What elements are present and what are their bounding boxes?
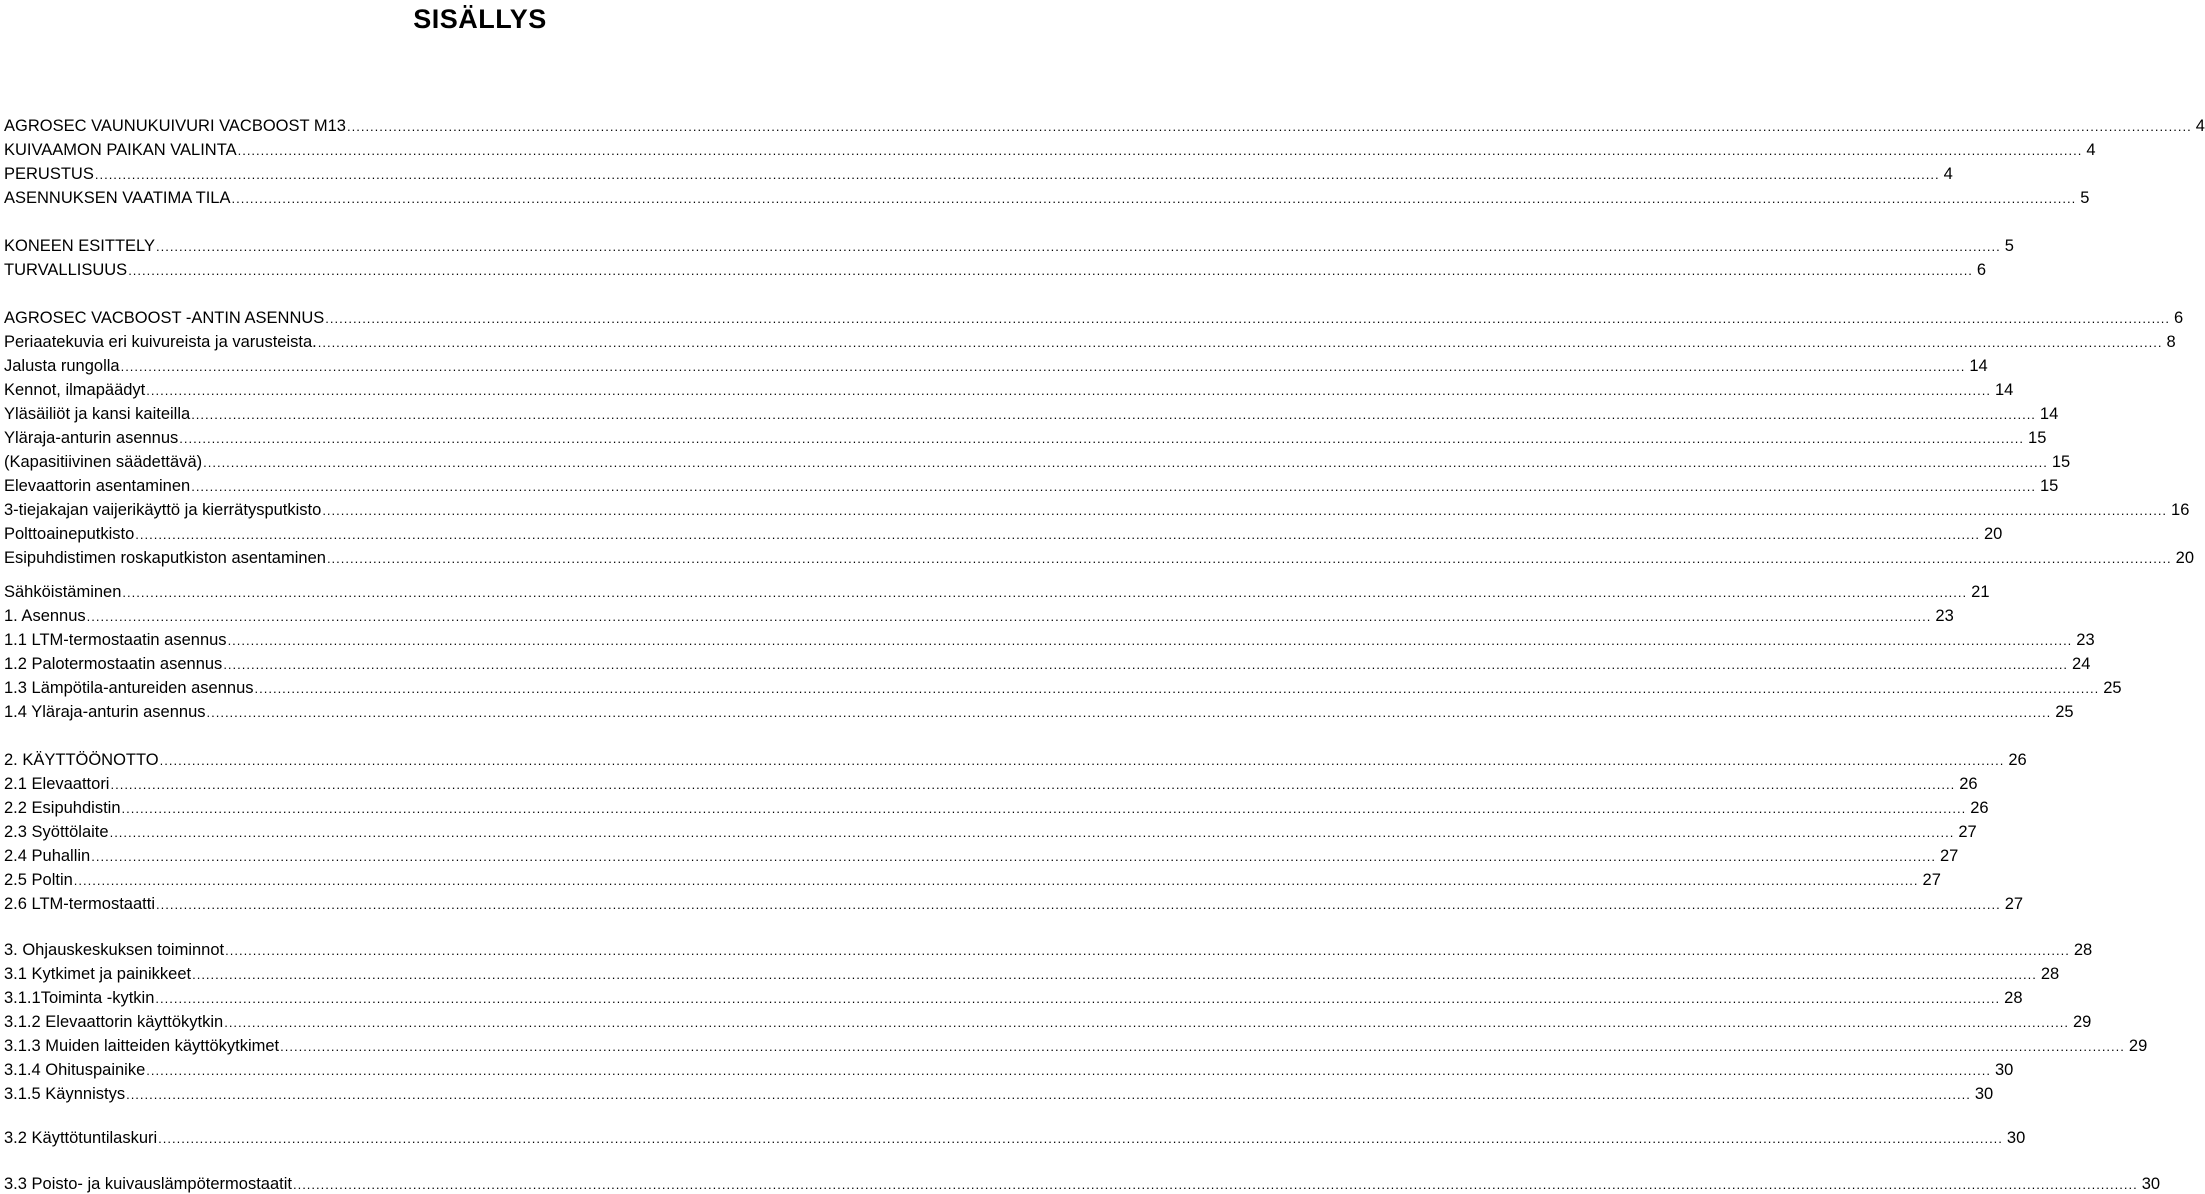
toc-entry-label: Elevaattorin asentaminen bbox=[4, 477, 191, 495]
toc-entry[interactable] bbox=[4, 652, 2091, 674]
toc-dot-leader: ................................................................................................................................................................................................................................................................................................................................................................................................................ bbox=[179, 431, 2025, 446]
toc-dot-leader: ................................................................................................................................................................................................................................................................................................................................................................................................................ bbox=[322, 503, 2168, 518]
toc-dot-leader: ................................................................................................................................................................................................................................................................................................................................................................................................................ bbox=[122, 585, 1968, 600]
toc-dot-leader: ................................................................................................................................................................................................................................................................................................................................................................................................................ bbox=[155, 991, 2001, 1006]
toc-dot-leader: ................................................................................................................................................................................................................................................................................................................................................................................................................ bbox=[73, 873, 1919, 888]
toc-entry-page-number: 26 bbox=[2008, 751, 2027, 769]
toc-entry[interactable] bbox=[4, 938, 2093, 960]
toc-entry-page-number: 4 bbox=[2086, 141, 2096, 159]
toc-entry[interactable] bbox=[4, 162, 1953, 184]
toc-entry[interactable] bbox=[4, 522, 2003, 544]
toc-dot-leader: ................................................................................................................................................................................................................................................................................................................................................................................................................ bbox=[155, 239, 2001, 254]
toc-entry[interactable] bbox=[4, 868, 1941, 890]
toc-entry-label: Sähköistäminen bbox=[4, 583, 122, 601]
toc-entry[interactable] bbox=[4, 234, 2014, 256]
toc-entry[interactable] bbox=[4, 1082, 1994, 1104]
toc-dot-leader: ................................................................................................................................................................................................................................................................................................................................................................................................................ bbox=[223, 657, 2069, 672]
toc-entry[interactable] bbox=[4, 986, 2023, 1008]
toc-dot-leader: ................................................................................................................................................................................................................................................................................................................................................................................................................ bbox=[94, 167, 1940, 182]
toc-dot-leader: ................................................................................................................................................................................................................................................................................................................................................................................................................ bbox=[227, 633, 2073, 648]
toc-entry[interactable] bbox=[4, 700, 2074, 722]
toc-entry[interactable] bbox=[4, 844, 1959, 866]
toc-entry-page-number: 5 bbox=[2080, 189, 2090, 207]
toc-dot-leader: ................................................................................................................................................................................................................................................................................................................................................................................................................ bbox=[146, 383, 1991, 398]
toc-entry-page-number: 14 bbox=[1969, 357, 1988, 375]
toc-entry[interactable] bbox=[4, 1172, 2161, 1194]
toc-entry-label: 1.4 Yläraja-anturin asennus bbox=[4, 703, 206, 721]
toc-entry-page-number: 27 bbox=[1922, 871, 1941, 889]
toc-entry-label: TURVALLISUUS bbox=[4, 261, 128, 279]
toc-entry-page-number: 28 bbox=[2073, 941, 2093, 959]
toc-dot-leader: ................................................................................................................................................................................................................................................................................................................................................................................................................ bbox=[206, 705, 2052, 720]
toc-entry-page-number: 30 bbox=[1995, 1061, 2014, 1079]
toc-entry-page-number: 20 bbox=[1984, 525, 2003, 543]
toc-entry[interactable] bbox=[4, 378, 2014, 400]
toc-entry-label: 3.1 Kytkimet ja painikkeet bbox=[4, 965, 192, 983]
toc-entry-label: KONEEN ESITTELY bbox=[4, 237, 155, 255]
toc-entry-page-number: 16 bbox=[2171, 501, 2190, 519]
toc-entry-page-number: 6 bbox=[1976, 261, 1987, 279]
toc-entry-label: (Kapasitiivinen säädettävä) bbox=[4, 453, 203, 471]
toc-entry[interactable] bbox=[4, 1010, 2092, 1032]
toc-entry-page-number: 30 bbox=[1974, 1085, 1994, 1103]
toc-dot-leader: ................................................................................................................................................................................................................................................................................................................................................................................................................ bbox=[317, 335, 2163, 350]
toc-entry-label: 2.3 Syöttölaite bbox=[4, 823, 109, 841]
toc-entry-page-number: 15 bbox=[2028, 429, 2047, 447]
toc-entry[interactable] bbox=[4, 306, 2184, 328]
toc-entry[interactable] bbox=[4, 1058, 2014, 1080]
toc-entry-label: KUIVAAMON PAIKAN VALINTA bbox=[4, 141, 237, 159]
toc-entry-label: 3.2 Käyttötuntilaskuri bbox=[4, 1129, 158, 1147]
toc-entry-page-number: 30 bbox=[2141, 1175, 2161, 1193]
toc-entry-label: 1. Asennus bbox=[4, 607, 86, 625]
toc-dot-leader: ................................................................................................................................................................................................................................................................................................................................................................................................................ bbox=[86, 609, 1932, 624]
toc-entry-label: 2.6 LTM-termostaatti bbox=[4, 895, 155, 913]
toc-entry-label: AGROSEC VACBOOST -ANTIN ASENNUS bbox=[4, 309, 325, 327]
toc-entry-page-number: 4 bbox=[2195, 117, 2205, 135]
toc-entry-label: 1.3 Lämpötila-antureiden asennus bbox=[4, 679, 254, 697]
toc-entry[interactable] bbox=[4, 628, 2095, 650]
toc-entry-label: 3.1.1Toiminta -kytkin bbox=[4, 989, 155, 1007]
toc-entry-page-number: 27 bbox=[2004, 895, 2024, 913]
toc-dot-leader: ................................................................................................................................................................................................................................................................................................................................................................................................................ bbox=[191, 407, 2036, 422]
toc-entry-page-number: 15 bbox=[2051, 453, 2071, 471]
toc-entry[interactable] bbox=[4, 186, 2090, 208]
toc-dot-leader: ................................................................................................................................................................................................................................................................................................................................................................................................................ bbox=[347, 119, 2192, 134]
toc-entry-label: 3.1.4 Ohituspainike bbox=[4, 1061, 146, 1079]
toc-entry-label: 2.5 Poltin bbox=[4, 871, 73, 889]
toc-entry-label: AGROSEC VAUNUKUIVURI VACBOOST M13 bbox=[4, 117, 346, 135]
toc-entry-page-number: 27 bbox=[1939, 847, 1959, 865]
toc-entry-label: 1.2 Palotermostaatin asennus bbox=[4, 655, 223, 673]
toc-entry-page-number: 8 bbox=[2166, 333, 2176, 351]
toc-dot-leader: ................................................................................................................................................................................................................................................................................................................................................................................................................ bbox=[158, 1131, 2003, 1146]
toc-entry[interactable] bbox=[4, 820, 1977, 842]
toc-entry[interactable] bbox=[4, 450, 2071, 472]
toc-entry-page-number: 30 bbox=[2006, 1129, 2026, 1147]
toc-entry-label: 2.1 Elevaattori bbox=[4, 775, 110, 793]
toc-dot-leader: ................................................................................................................................................................................................................................................................................................................................................................................................................ bbox=[121, 801, 1967, 816]
toc-dot-leader: ................................................................................................................................................................................................................................................................................................................................................................................................................ bbox=[110, 777, 1956, 792]
toc-entry[interactable] bbox=[4, 258, 1987, 280]
toc-entry-label: Jalusta rungolla bbox=[4, 357, 120, 375]
toc-entry[interactable] bbox=[4, 962, 2060, 984]
toc-entry-page-number: 28 bbox=[2004, 989, 2023, 1007]
toc-entry-label: 2.2 Esipuhdistin bbox=[4, 799, 121, 817]
toc-dot-leader: ................................................................................................................................................................................................................................................................................................................................................................................................................ bbox=[91, 849, 1936, 864]
toc-entry-page-number: 5 bbox=[2004, 237, 2014, 255]
toc-entry-page-number: 14 bbox=[2039, 405, 2059, 423]
toc-entry-label: Yläraja-anturin asennus bbox=[4, 429, 179, 447]
page-title: SISÄLLYS bbox=[413, 4, 547, 34]
toc-dot-leader: ................................................................................................................................................................................................................................................................................................................................................................................................................ bbox=[156, 897, 2001, 912]
toc-dot-leader: ................................................................................................................................................................................................................................................................................................................................................................................................................ bbox=[280, 1039, 2125, 1054]
toc-entry-page-number: 26 bbox=[1970, 799, 1989, 817]
toc-entry[interactable] bbox=[4, 1126, 2026, 1148]
toc-entry-page-number: 23 bbox=[2076, 631, 2095, 649]
toc-entry[interactable] bbox=[4, 604, 1954, 626]
toc-entry[interactable] bbox=[4, 772, 1978, 794]
toc-entry[interactable] bbox=[4, 498, 2190, 520]
toc-entry[interactable] bbox=[4, 330, 2176, 352]
toc-dot-leader: ................................................................................................................................................................................................................................................................................................................................................................................................................ bbox=[326, 551, 2172, 566]
toc-entry-label: Kennot, ilmapäädyt bbox=[4, 381, 146, 399]
toc-entry-page-number: 21 bbox=[1971, 583, 1990, 601]
toc-dot-leader: ................................................................................................................................................................................................................................................................................................................................................................................................................ bbox=[191, 479, 2036, 494]
toc-entry-page-number: 20 bbox=[2175, 549, 2195, 567]
toc-dot-leader: ................................................................................................................................................................................................................................................................................................................................................................................................................ bbox=[224, 1015, 2069, 1030]
toc-entry[interactable] bbox=[4, 676, 2122, 698]
toc-dot-leader: ................................................................................................................................................................................................................................................................................................................................................................................................................ bbox=[146, 1063, 1991, 1078]
toc-entry-page-number: 28 bbox=[2040, 965, 2060, 983]
toc-entry-page-number: 29 bbox=[2128, 1037, 2148, 1055]
toc-entry[interactable] bbox=[4, 1034, 2148, 1056]
toc-entry[interactable] bbox=[4, 114, 2205, 136]
toc-entry-page-number: 26 bbox=[1959, 775, 1978, 793]
toc-dot-leader: ................................................................................................................................................................................................................................................................................................................................................................................................................ bbox=[231, 191, 2077, 206]
toc-dot-leader: ................................................................................................................................................................................................................................................................................................................................................................................................................ bbox=[237, 143, 2083, 158]
toc-dot-leader: ................................................................................................................................................................................................................................................................................................................................................................................................................ bbox=[325, 311, 2171, 326]
toc-entry-page-number: 24 bbox=[2072, 655, 2091, 673]
toc-dot-leader: ................................................................................................................................................................................................................................................................................................................................................................................................................ bbox=[254, 681, 2100, 696]
toc-entry-page-number: 15 bbox=[2039, 477, 2059, 495]
toc-dot-leader: ................................................................................................................................................................................................................................................................................................................................................................................................................ bbox=[109, 825, 1955, 840]
toc-entry-page-number: 25 bbox=[2103, 679, 2122, 697]
toc-entry-label: 3.1.2 Elevaattorin käyttökytkin bbox=[4, 1013, 224, 1031]
toc-entry[interactable] bbox=[4, 796, 1989, 818]
toc-entry-label: 3. Ohjauskeskuksen toiminnot bbox=[4, 941, 225, 959]
toc-entry-page-number: 27 bbox=[1958, 823, 1977, 841]
toc-dot-leader: ................................................................................................................................................................................................................................................................................................................................................................................................................ bbox=[120, 359, 1966, 374]
toc-dot-leader: ................................................................................................................................................................................................................................................................................................................................................................................................................ bbox=[225, 943, 2070, 958]
toc-entry[interactable] bbox=[4, 354, 1988, 376]
toc-dot-leader: ................................................................................................................................................................................................................................................................................................................................................................................................................ bbox=[192, 967, 2037, 982]
toc-dot-leader: ................................................................................................................................................................................................................................................................................................................................................................................................................ bbox=[128, 263, 1973, 278]
toc-entry-label: 3.1.3 Muiden laitteiden käyttökytkimet bbox=[4, 1037, 280, 1055]
toc-entry[interactable] bbox=[4, 546, 2195, 568]
toc-entry[interactable] bbox=[4, 402, 2059, 424]
toc-entry-label: 3.3 Poisto- ja kuivauslämpötermostaatit bbox=[4, 1175, 292, 1193]
toc-entry-page-number: 25 bbox=[2055, 703, 2074, 721]
toc-dot-leader: ................................................................................................................................................................................................................................................................................................................................................................................................................ bbox=[292, 1177, 2138, 1192]
toc-entry-label: 3.1.5 Käynnistys bbox=[4, 1085, 126, 1103]
toc-entry-page-number: 23 bbox=[1935, 607, 1954, 625]
toc-entry-page-number: 4 bbox=[1943, 165, 1953, 183]
toc-entry-label: ASENNUKSEN VAATIMA TILA bbox=[4, 189, 231, 207]
toc-dot-leader: ................................................................................................................................................................................................................................................................................................................................................................................................................ bbox=[135, 527, 1980, 542]
toc-entry[interactable] bbox=[4, 580, 1990, 602]
toc-entry-page-number: 29 bbox=[2072, 1013, 2092, 1031]
toc-entry[interactable] bbox=[4, 748, 2027, 770]
toc-entry-label: 3-tiejakajan vaijerikäyttö ja kierrätysputkisto bbox=[4, 501, 322, 519]
toc-entry-label: Periaatekuvia eri kuivureista ja varusteista. bbox=[4, 333, 317, 351]
toc-dot-leader: ................................................................................................................................................................................................................................................................................................................................................................................................................ bbox=[203, 455, 2048, 470]
toc-entry[interactable] bbox=[4, 474, 2059, 496]
toc-entry[interactable] bbox=[4, 892, 2024, 914]
toc-entry-label: Polttoaineputkisto bbox=[4, 525, 135, 543]
toc-entry-label: Yläsäiliöt ja kansi kaiteilla bbox=[4, 405, 191, 423]
toc-entry-page-number: 14 bbox=[1995, 381, 2014, 399]
toc-dot-leader: ................................................................................................................................................................................................................................................................................................................................................................................................................ bbox=[126, 1087, 1971, 1102]
toc-entry-label: 1.1 LTM-termostaatin asennus bbox=[4, 631, 227, 649]
toc-entry-label: 2. KÄYTTÖÖNOTTO bbox=[4, 751, 159, 769]
toc-entry-label: Esipuhdistimen roskaputkiston asentaminen bbox=[4, 549, 326, 567]
toc-entry-page-number: 6 bbox=[2174, 309, 2184, 327]
toc-entry[interactable] bbox=[4, 426, 2047, 448]
toc-dot-leader: ................................................................................................................................................................................................................................................................................................................................................................................................................ bbox=[159, 753, 2005, 768]
toc-entry[interactable] bbox=[4, 138, 2096, 160]
toc-entry-label: PERUSTUS bbox=[4, 165, 94, 183]
toc-entry-label: 2.4 Puhallin bbox=[4, 847, 91, 865]
